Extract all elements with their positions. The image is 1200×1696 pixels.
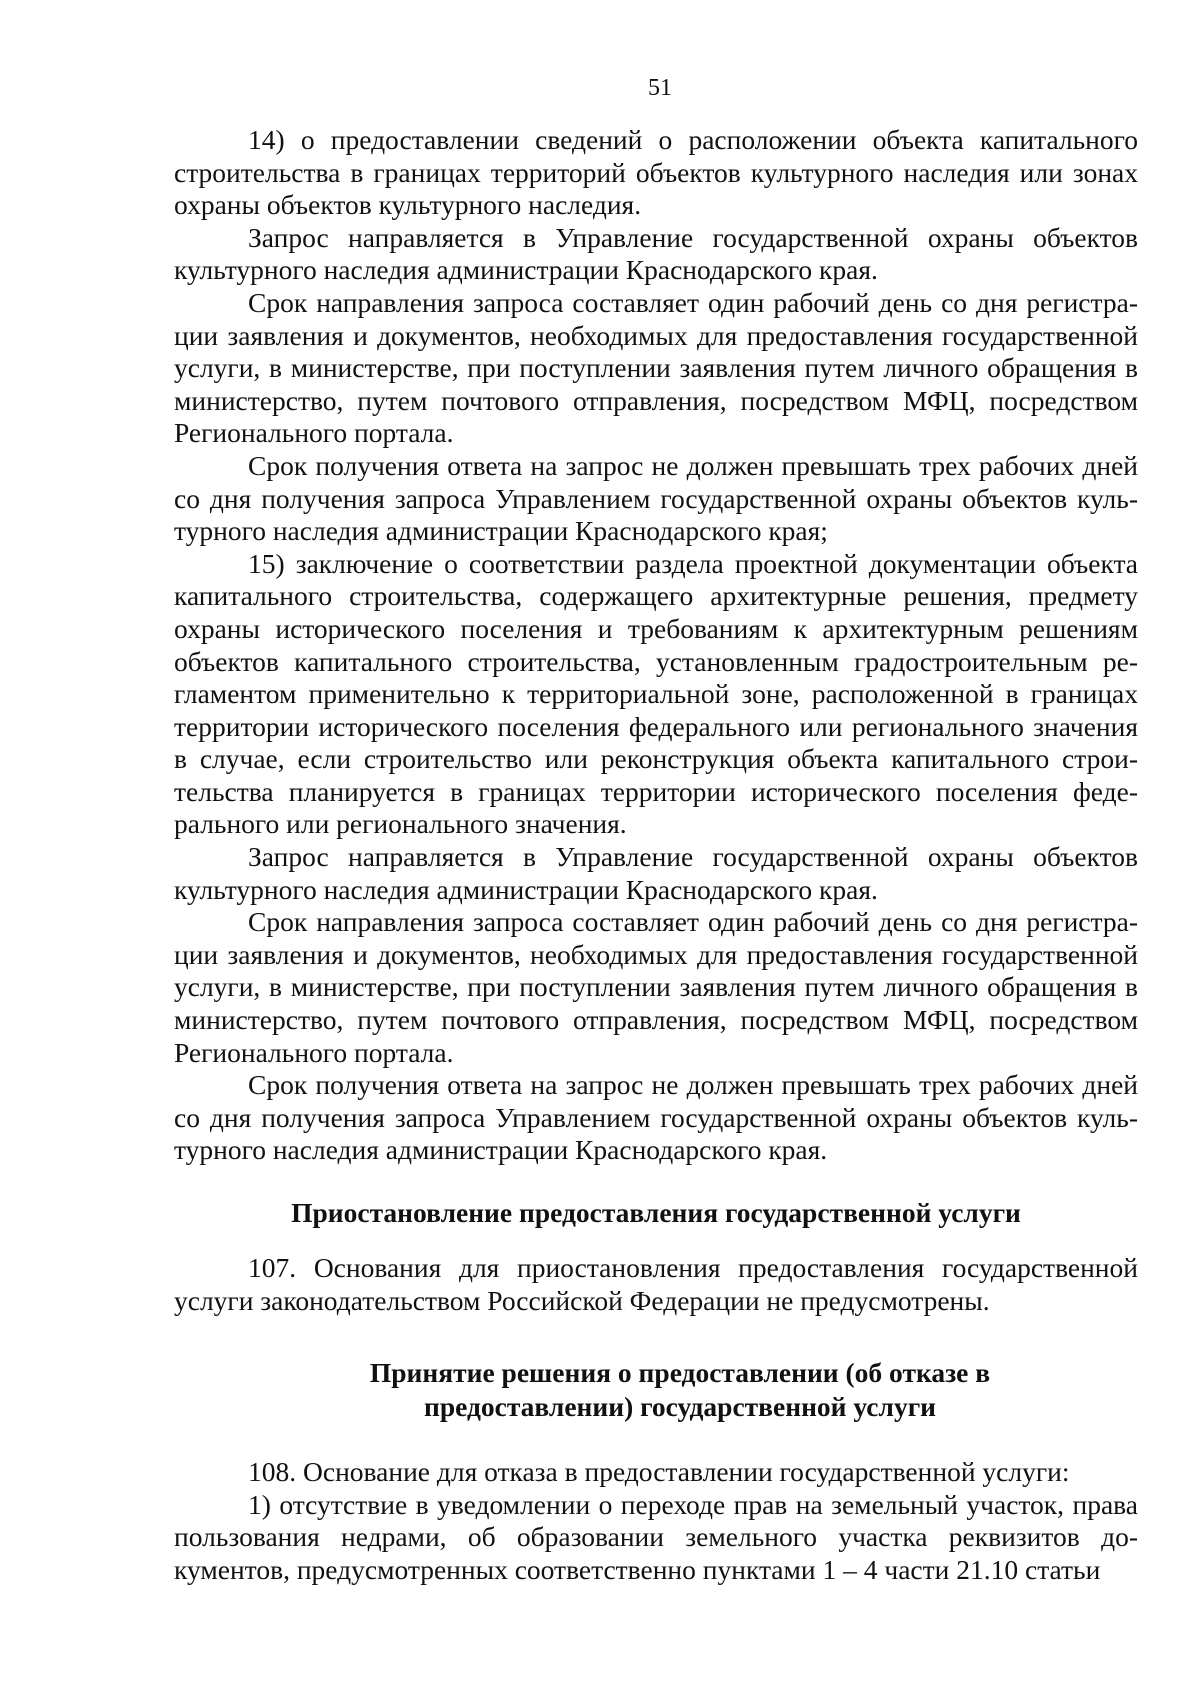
page-number: 51 — [648, 75, 672, 101]
paragraph-item-14: 14) о предоставлении сведений о расположении объекта капитального строительства в границах территорий объектов культурного наследия или зонах охраны объектов культурного наследия. — [174, 124, 1138, 221]
paragraph-clause-108: 108. Основание для отказа в предоставлении государственной услуги: — [248, 1456, 1070, 1487]
paragraph-response-deadline: Срок получения ответа на запрос не должен превышать трех рабочих дней со дня получения запроса Управлением государственной охраны объектов культурного наследия администрации Краснодарского края; — [174, 449, 1138, 547]
body-text-block — [174, 1456, 1138, 1586]
paragraph-request-deadline: Срок направления запроса составляет один рабочий день со дня регистрации заявления и документов, необходимых для предоставления государственной услуги, в министерстве, при поступлении заявления путем личного обращения в министерство, путем почтового отправления, посредством МФЦ, посредством Регионального портала. — [174, 906, 1138, 1068]
paragraph-response-deadline: Срок получения ответа на запрос не должен превышать трех рабочих дней со дня получения запроса Управлением государственной охраны объектов культурного наследия администрации Краснодарского края. — [174, 1069, 1138, 1166]
paragraph-request-recipient: Запрос направляется в Управление государственной охраны объектов культурного наследия администрации Краснодарского края. — [174, 841, 1138, 905]
paragraph-refusal-reason-1: 1) отсутствие в уведомлении о переходе прав на земельный участок, права пользования недрами, об образовании земельного участка реквизитов документов, предусмотренных соответственно пунктами 1 – 4 части 21.10 статьи — [174, 1488, 1138, 1585]
body-text-block — [174, 124, 1138, 1167]
body-text-block — [174, 1252, 1138, 1317]
paragraph-request-recipient: Запрос направляется в Управление государственной охраны объектов культурного наследия администрации Краснодарского края. — [174, 221, 1138, 286]
section-heading-suspension: Приостановление предоставления государственной услуги — [291, 1197, 1021, 1228]
paragraph-request-deadline: Срок направления запроса составляет один рабочий день со дня регистрации заявления и документов, необходимых для предоставления государственной услуги, в министерстве, при поступлении заявления путем личного обращения в министерство, путем почтового отправления, посредством МФЦ, посредством Регионального портала. — [174, 286, 1138, 449]
section-heading-decision: Принятие решения о предоставлении (об отказе в предоставлении) государственной услуги — [369, 1357, 991, 1422]
paragraph-item-15: 15) заключение о соответствии раздела проектной документации объекта капитального строительства, содержащего архитектурные решения, предмету охраны исторического поселения и требованиям к архитектурным решениям объектов капитального строительства, установленным градостроительным регламентом применительно к территориальной зоне, расположенной в границах территории исторического поселения федерального или регионального значения в случае, если строительство или реконструкция объекта капитального строительства планируется в границах территории исторического поселения федерального или регионального значения. — [174, 547, 1138, 840]
paragraph-clause-107: 107. Основания для приостановления предоставления государственной услуги законодательством Российской Федерации не предусмотрены. — [174, 1252, 1138, 1316]
